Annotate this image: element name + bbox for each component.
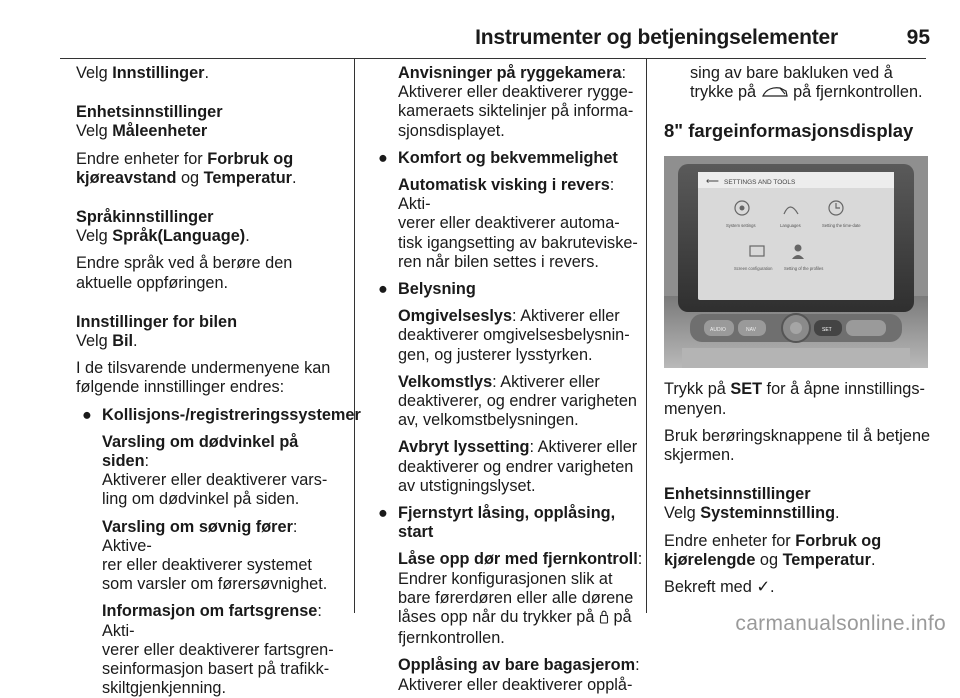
infotainment-illustration — [664, 156, 928, 368]
svg-text:NAV: NAV — [746, 327, 756, 334]
page-number: 95 — [906, 26, 930, 49]
sub-item: Varsling om søvnig fører: Aktive- rer eller deaktiverer systemet som varsler om førersøvnighet. — [102, 517, 328, 594]
svg-text:⟵: ⟵ — [706, 176, 719, 187]
bullet-icon: ● — [82, 405, 92, 424]
heading-unit-settings: Enhetsinnstillinger — [664, 485, 811, 504]
column-divider-1 — [354, 58, 355, 613]
svg-text:AUDIO: AUDIO — [710, 327, 726, 334]
paragraph: Bekreft med ✓. — [664, 578, 775, 597]
heading-language-settings: Språkinnstillinger — [76, 208, 214, 227]
sub-item: Låse opp dør med fjernkontroll: Endrer konfigurasjonen slik at bare førerdøren eller alle dørene låses opp når du trykker på på fjernkontrollen. — [398, 550, 643, 648]
svg-text:Setting the time-date: Setting the time-date — [822, 223, 861, 229]
svg-text:Setting of the profiles: Setting of the profiles — [784, 266, 824, 272]
sub-item: Automatisk visking i revers: Akti- verer eller deaktiverer automa- tisk igangsetting av bakruteviske- ren når bilen settes i revers. — [398, 176, 638, 271]
paragraph: Endre språk ved å berøre den aktuelle oppføringen. — [76, 254, 293, 292]
paragraph: Velg Innstillinger. — [76, 64, 210, 82]
paragraph: Velg Språk(Language). — [76, 227, 250, 246]
paragraph: Endre enheter for Forbruk og kjøreavstand og Temperatur. — [76, 149, 297, 187]
column-divider-2 — [646, 58, 647, 613]
sub-item: Avbryt lyssetting: Aktiverer eller deaktiverer og endrer varigheten av utstigningslyset. — [398, 438, 638, 495]
sub-item: Opplåsing av bare bagasjerom: Aktiverer eller deaktiverer opplå- — [398, 656, 640, 694]
header-rule — [60, 58, 926, 59]
section-heading: 8" fargeinformasjonsdisplay — [664, 120, 914, 142]
heading-unit-settings: Enhetsinnstillinger — [76, 103, 223, 122]
svg-text:System settings: System settings — [726, 223, 756, 229]
bullet-item: ● Kollisjons-/registreringssystemer — [82, 405, 361, 424]
page-header-title: Instrumenter og betjeningselementer — [475, 26, 838, 49]
paragraph: Velg Måleenheter — [76, 122, 208, 141]
bullet-item: ● Belysning — [378, 280, 476, 299]
bullet-item: ● Fjernstyrt låsing, opplåsing, start — [378, 504, 616, 542]
svg-text:Languages: Languages — [780, 223, 801, 229]
sub-item: Anvisninger på ryggekamera: Aktiverer eller deaktiverer rygge- kameraets siktelinjer på informa- sjonsdisplayet. — [398, 64, 634, 140]
paragraph: Velg Systeminnstilling. — [664, 504, 840, 523]
sub-item: Velkomstlys: Aktiverer eller deaktiverer, og endrer varigheten av, velkomstbelysningen. — [398, 372, 637, 430]
paragraph: sing av bare bakluken ved å trykke på på fjernkontrollen. — [664, 64, 944, 104]
paragraph: I de tilsvarende undermenyene kan følgende innstillinger endres: — [76, 359, 331, 397]
screen-title: SETTINGS AND TOOLS — [724, 179, 796, 187]
paragraph: Trykk på SET for å åpne innstillings- menyen. — [664, 380, 925, 418]
bullet-icon: ● — [378, 280, 388, 299]
bullet-icon: ● — [378, 148, 388, 167]
bullet-item: ● Komfort og bekvemmelighet — [378, 148, 618, 167]
heading-vehicle-settings: Innstillinger for bilen — [76, 312, 238, 331]
display-photo — [664, 156, 928, 368]
tailgate-icon — [761, 85, 789, 104]
svg-text:SET: SET — [822, 327, 832, 334]
svg-text:Screen configuration: Screen configuration — [734, 266, 773, 272]
paragraph: Endre enheter for Forbruk og kjørelengde og Temperatur. — [664, 531, 882, 569]
sub-item: Omgivelseslys: Aktiverer eller deaktiverer omgivelsesbelysnin- gen, og justerer lysstyrken. — [398, 307, 630, 364]
bullet-icon: ● — [378, 504, 388, 523]
check-icon: ✓ — [756, 578, 770, 597]
sub-item: Informasjon om fartsgrense: Akti- verer eller deaktiverer fartsgren- seinformasjon basert på trafikk- skiltgjenkjenning. — [102, 602, 334, 698]
column-1 — [76, 64, 361, 698]
paragraph: Velg Bil. — [76, 332, 138, 351]
paragraph: Bruk berøringsknappene til å betjene skjermen. — [664, 426, 931, 465]
lock-key-icon — [599, 609, 609, 629]
column-2 — [372, 64, 644, 695]
watermark: carmanualsonline.info — [735, 612, 946, 635]
column-3 — [664, 64, 944, 597]
sub-item: Varsling om dødvinkel på siden: Aktiverer eller deaktiverer vars- ling om dødvinkel på siden. — [102, 432, 328, 509]
profile-icon — [795, 245, 802, 252]
